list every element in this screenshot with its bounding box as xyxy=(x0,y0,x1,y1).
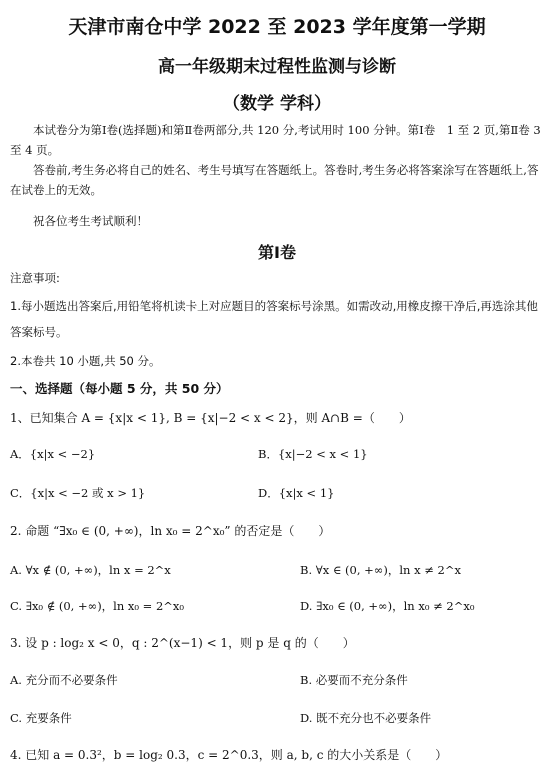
question-1-option-a: A．{x|x < −2} xyxy=(10,447,96,461)
notice-item-1: 1.每小题选出答案后,用铅笔将机读卡上对应题目的答案标号涂黑。如需改动,用橡皮擦干净后,再选涂其他答案标号。 xyxy=(10,299,538,339)
exam-title-line2: 高一年级期末过程性监测与诊断 xyxy=(158,57,396,77)
question-1-option-b: B．{x|−2 < x < 1} xyxy=(258,447,368,461)
question-2-stem: 2. 命题 “∃x₀ ∈ (0, +∞)，ln x₀ = 2^x₀” 的否定是（ ） xyxy=(10,524,331,538)
question-3-stem: 3. 设 p : log₂ x < 0，q : 2^(x−1) < 1，则 p 是 q 的（ ） xyxy=(10,636,355,650)
question-1-option-d: D．{x|x < 1} xyxy=(258,486,335,500)
question-3-option-b: B. 必要而不充分条件 xyxy=(300,673,408,687)
question-2-option-d: D. ∃x₀ ∈ (0, +∞)，ln x₀ ≠ 2^x₀ xyxy=(300,599,475,613)
part-heading: 一、选择题（每小题 5 分，共 50 分） xyxy=(10,381,229,396)
section-title: 第Ⅰ卷 xyxy=(258,243,296,262)
question-1-stem: 1、已知集合 A = {x|x < 1}, B = {x|−2 < x < 2}，则 A∩B =（ ） xyxy=(10,411,411,425)
exam-subject: （数学 学科） xyxy=(223,94,331,114)
notice-label: 注意事项: xyxy=(10,271,60,285)
question-3-option-a: A. 充分而不必要条件 xyxy=(10,673,118,687)
intro-paragraph-1: 本试卷分为第Ⅰ卷(选择题)和第Ⅱ卷两部分,共 120 分,考试用时 100 分钟。第Ⅰ卷 1 至 2 页,第Ⅱ卷 3 至 4 页。 xyxy=(10,123,541,157)
exam-title-line1: 天津市南仓中学 2022 至 2023 学年度第一学期 xyxy=(68,16,486,38)
intro-paragraph-2: 答卷前,考生务必将自己的姓名、考生号填写在答题纸上。答卷时,考生务必将答案涂写在答题纸上,答在试卷上的无效。 xyxy=(10,163,539,197)
question-1-option-c: C．{x|x < −2 或 x > 1} xyxy=(10,486,146,500)
question-2-option-c: C. ∃x₀ ∉ (0, +∞)，ln x₀ = 2^x₀ xyxy=(10,599,185,613)
question-4-stem: 4. 已知 a = 0.3²，b = log₂ 0.3，c = 2^0.3，则 a, b, c 的大小关系是（ ） xyxy=(10,748,448,762)
wish-text: 祝各位考生考试顺利！ xyxy=(33,214,148,228)
notice-item-2: 2.本卷共 10 小题,共 50 分。 xyxy=(10,354,161,368)
question-2-option-b: B. ∀x ∈ (0, +∞)，ln x ≠ 2^x xyxy=(300,563,461,577)
question-3-option-d: D. 既不充分也不必要条件 xyxy=(300,711,432,725)
question-3-option-c: C. 充要条件 xyxy=(10,711,72,725)
question-2-option-a: A. ∀x ∉ (0, +∞)，ln x = 2^x xyxy=(10,563,171,577)
